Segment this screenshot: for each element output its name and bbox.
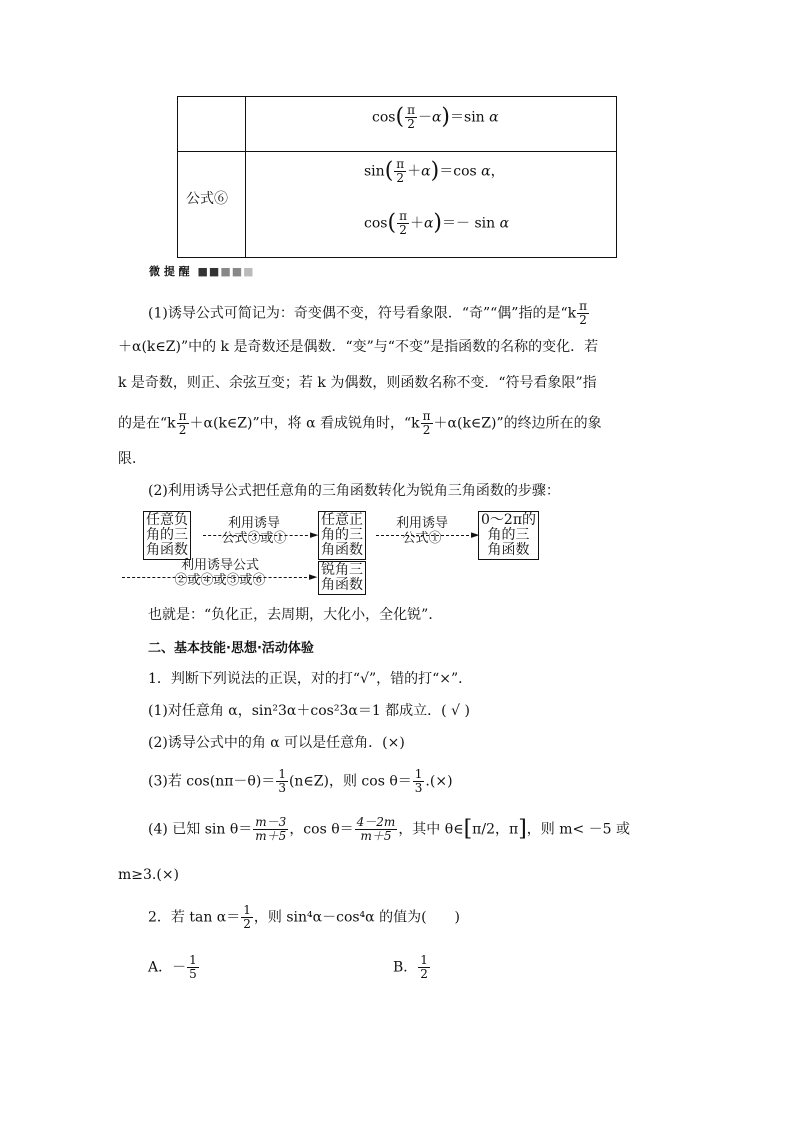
q1-item4-cont: m≥3.(×) [118, 867, 180, 883]
q1-item3: (3)若 cos(nπ－θ)＝ $\frac{1}{3}$ (n∈Z)，则 cos θ＝ $\frac{1}{3}$ .(×) [148, 767, 453, 795]
flow-arrow3-head: ► [309, 570, 318, 583]
q1-stem: 1．判断下列说法的正误，对的打“√”，错的打“×”． [148, 671, 473, 687]
flow-arrow1-line [203, 535, 313, 536]
summary: 也就是：“负化正，去周期，大化小，全化锐”． [148, 607, 443, 623]
tip-dots-icon: ■■■■■ [197, 265, 255, 278]
q1-item2: (2)诱导公式中的角 α 可以是任意角．(×) [148, 735, 405, 751]
table-row1-formula: cos( $\frac{\pi}{2}$ －α)＝sin α [372, 103, 499, 131]
table-row2-formula2: cos( $\frac{\pi}{2}$ ＋α)＝－ sin α [364, 209, 510, 237]
q1-item1: (1)对任意角 α，sin²3α＋cos²3α＝1 都成立．( √ ) [148, 703, 470, 719]
flow-box1: 任意负 角的三 角函数 [143, 511, 191, 560]
tip-p1-line5: 限． [118, 451, 146, 467]
flow-arrow2-line [376, 535, 474, 536]
table-row2-label: 公式⑥ [186, 191, 228, 207]
tip-p1-line3: k 是奇数，则正、余弦互变；若 k 为偶数，则函数名称不变．“符号看象限”指 [118, 375, 597, 391]
flow-box3: 0～2π的 角的三 角函数 [478, 511, 539, 560]
option-b[interactable]: B． $\frac{1}{2}$ [393, 953, 428, 981]
tip-p1-line2: ＋α(k∈Z)”中的 k 是奇数还是偶数．“变”与“不变”是指函数的名称的变化．若 [118, 339, 599, 355]
tip-p1-line1: (1)诱导公式可简记为：奇变偶不变，符号看象限．“奇”“偶”指的是“k $\frac{\pi}{2}$ [148, 299, 587, 327]
tip-p2: (2)利用诱导公式把任意角的三角函数转化为锐角三角函数的步骤： [148, 483, 560, 499]
flow-box4: 锐角三 角函数 [318, 561, 366, 595]
q1-item4: (4) 已知 sin θ＝ $\frac{m-3}{m+5}$ ，cos θ＝ $\frac{4-2m}{m+5}$ ，其中 θ∈[π/2，π]，则 m< －5 或 [148, 815, 631, 843]
q2-stem: 2．若 tan α＝ $\frac{1}{2}$ ，则 sin⁴α－cos⁴α 的值为( ) [148, 903, 460, 931]
table-row2-formula1: sin( $\frac{\pi}{2}$ ＋α)＝cos α， [364, 157, 505, 185]
section2-heading: 二、基本技能·思想·活动体验 [148, 641, 314, 656]
flow-arrow2-label: 利用诱导 公式① [395, 516, 448, 546]
flow-box2: 任意正 角的三 角函数 [318, 511, 366, 560]
flow-arrow3-label: 利用诱导公式 ②或④或⑤或⑥ [174, 558, 266, 588]
option-a[interactable]: A．－ $\frac{1}{5}$ [148, 953, 197, 981]
flow-arrow1-label: 利用诱导 公式③或① [221, 516, 287, 546]
tip-title: 微 提 醒 ■■■■■ [149, 265, 255, 278]
flow-arrow2-head: ► [471, 528, 480, 541]
flow-arrow1-head: ► [310, 528, 319, 541]
flow-arrow3-line [122, 577, 312, 578]
tip-p1-line4: 的是在“k $\frac{\pi}{2}$ ＋α(k∈Z)”中，将 α 看成锐角时，“k $\frac{\pi}{2}$ ＋α(k∈Z)”的终边所在的象 [118, 409, 602, 437]
